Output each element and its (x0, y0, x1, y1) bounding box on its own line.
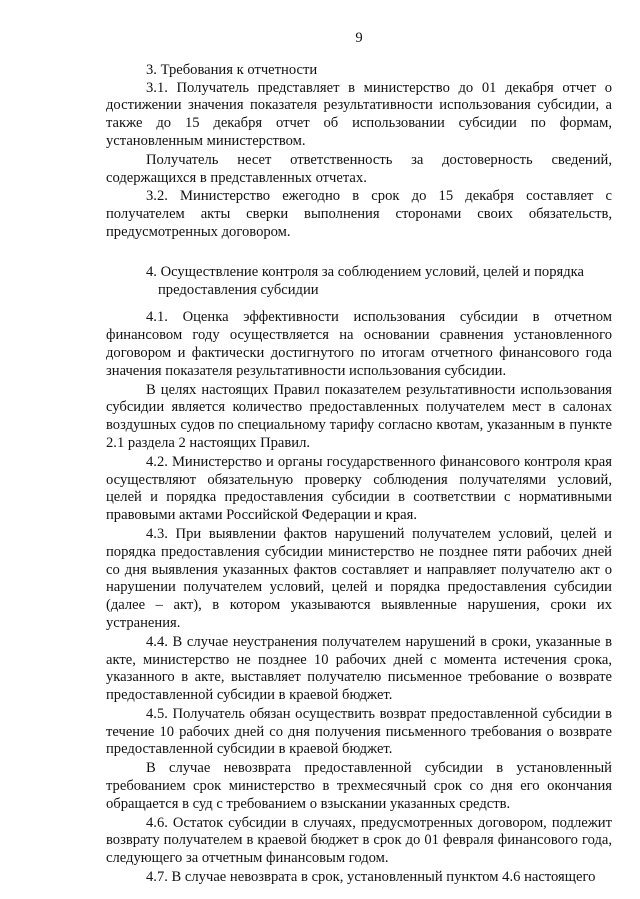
paragraph-4-7: 4.7. В случае невозврата в срок, установленный пунктом 4.6 настоящего (146, 869, 596, 886)
paragraph-4-5: 4.5. Получатель обязан осуществить возврат предоставленной субсидии в течение 10 рабочих дней со дня получения письменного требования о возврате предоставленной субсидии в краевой бюджет. (106, 705, 612, 758)
paragraph-3-1-responsibility: Получатель несет ответственность за достоверность сведений, содержащихся в представленных отчетах. (106, 151, 612, 186)
paragraph-4-4: 4.4. В случае неустранения получателем нарушений в сроки, указанные в акте, министерство не позднее 10 рабочих дней с момента истечения срока, указанного в акте, выставляет получателю письменное требование о возврате предоставленной субсидии в краевой бюджет. (106, 633, 612, 704)
paragraph-4-5-court: В случае невозврата предоставленной субсидии в установленный требованием срок министерство в трехмесячный срок со дня его окончания обращается в суд с требованием о взыскании указанных средств. (106, 760, 612, 812)
paragraph-4-1-indicator: В целях настоящих Правил показателем результативности использования субсидии является количество предоставленных получателем мест в салонах воздушных судов по специальному тарифу согласно квотам, указанным в пункте 2.1 раздела 2 настоящих Правил. (106, 381, 612, 451)
section-4-title (106, 264, 612, 300)
paragraph-4-2: 4.2. Министерство и органы государственного финансового контроля края осуществляют обязательную проверку соблюдения получателями условий, целей и порядка предоставления субсидии в соответствии с нормативными правовыми актами Российской Федерации и края. (106, 453, 612, 524)
page-number: 9 (355, 30, 363, 46)
section-4-title-line2: предоставления субсидии (158, 281, 319, 298)
section-4 (106, 264, 612, 887)
paragraph-4-3: 4.3. При выявлении фактов нарушений получателем условий, целей и порядка предоставления субсидии министерство не позднее пяти рабочих дней со дня выявления указанных фактов составляет и направляет получателю акт о нарушении получателем условий, целей и порядка предоставления субсидии (далее – акт), в котором указываются выявленные нарушения, сроки их устранения. (106, 525, 612, 631)
section-3-title: 3. Требования к отчетности (146, 61, 318, 78)
section-3 (106, 62, 612, 242)
document-page (106, 30, 612, 887)
paragraph-4-1: 4.1. Оценка эффективности использования субсидии в отчетном финансовом году осуществляется на основании сравнения установленного договором и фактически достигнутого по итогам отчетного финансового года значения показателя результативности использования субсидии. (106, 309, 612, 379)
paragraph-3-2: 3.2. Министерство ежегодно в срок до 15 декабря составляет с получателем акты сверки выполнения сторонами своих обязательств, предусмотренных договором. (106, 188, 612, 240)
section-4-title-line1: 4. Осуществление контроля за соблюдением условий, целей и порядка (146, 263, 584, 280)
paragraph-4-6: 4.6. Остаток субсидии в случаях, предусмотренных договором, подлежит возврату получателем в краевой бюджет в срок до 01 февраля финансового года, следующего за отчетным финансовым годом. (106, 814, 612, 867)
paragraph-3-1: 3.1. Получатель представляет в министерство до 01 декабря отчет о достижении значения показателя результативности использования субсидии, а также до 15 декабря отчет об использовании субсидии по формам, установленным министерством. (106, 79, 612, 149)
